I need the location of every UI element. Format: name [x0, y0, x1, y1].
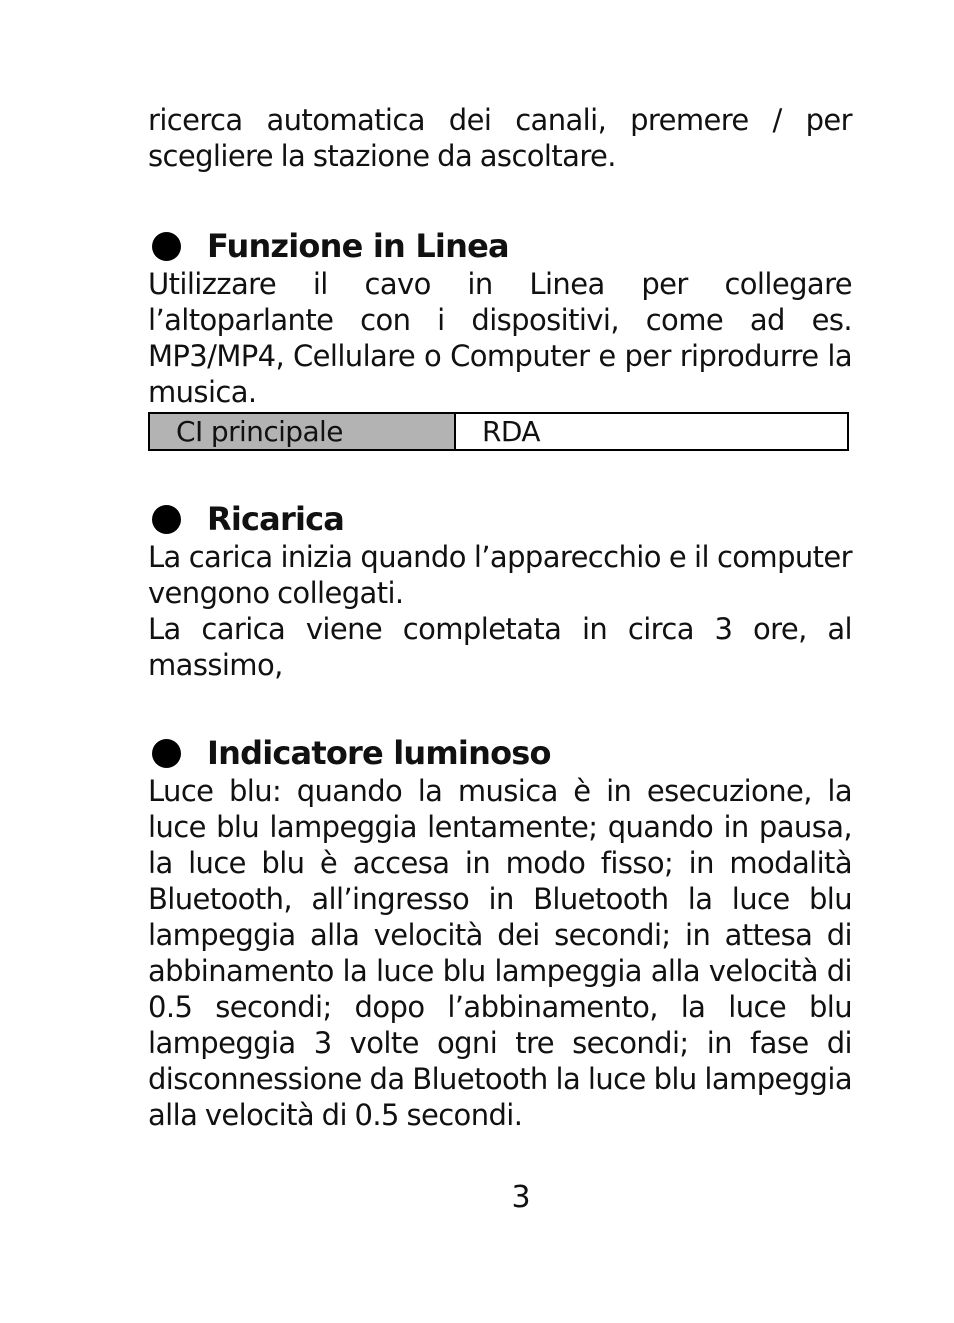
section-heading-funzione-in-linea: [148, 226, 852, 266]
document-page: [148, 102, 852, 1133]
section-paragraph: La carica viene completata in circa 3 ore, al massimo,: [148, 612, 852, 682]
table-row: [149, 413, 848, 450]
intro-paragraph: ricerca automatica dei canali, premere / per scegliere la stazione da ascoltare.: [148, 103, 852, 173]
section-title: Funzione in Linea: [207, 227, 509, 265]
section-heading-indicatore-luminoso: [148, 733, 852, 773]
section-title: Ricarica: [207, 500, 345, 538]
section-paragraph: Utilizzare il cavo in Linea per collegare l’altoparlante con i dispositivi, come ad es. MP3/MP4, Cellulare o Computer e per riprodurre la musica.: [148, 267, 852, 409]
section-paragraph: La carica inizia quando l’apparecchio e il computer vengono collegati.: [148, 540, 852, 610]
section-title: Indicatore luminoso: [207, 734, 551, 772]
bullet-icon: [152, 232, 181, 261]
section-heading-ricarica: [148, 499, 852, 539]
page-number: 3: [511, 1180, 531, 1215]
section-paragraph: Luce blu: quando la musica è in esecuzione, la luce blu lampeggia lentamente; quando in pausa, la luce blu è accesa in modo fisso; in modalità Bluetooth, all’ingresso in Bluetooth la luce blu lampeggia alla velocità dei secondi; in attesa di abbinamento la luce blu lampeggia alla velocità di 0.5 secondi; dopo l’abbinamento, la luce blu lampeggia 3 volte ogni tre secondi; in fase di disconnessione da Bluetooth la luce blu lampeggia alla velocità di 0.5 secondi.: [148, 774, 852, 1132]
spec-value-cell: RDA: [455, 413, 848, 450]
spec-label-cell: CI principale: [149, 413, 455, 450]
bullet-icon: [152, 505, 181, 534]
bullet-icon: [152, 739, 181, 768]
spec-table: [148, 412, 849, 451]
